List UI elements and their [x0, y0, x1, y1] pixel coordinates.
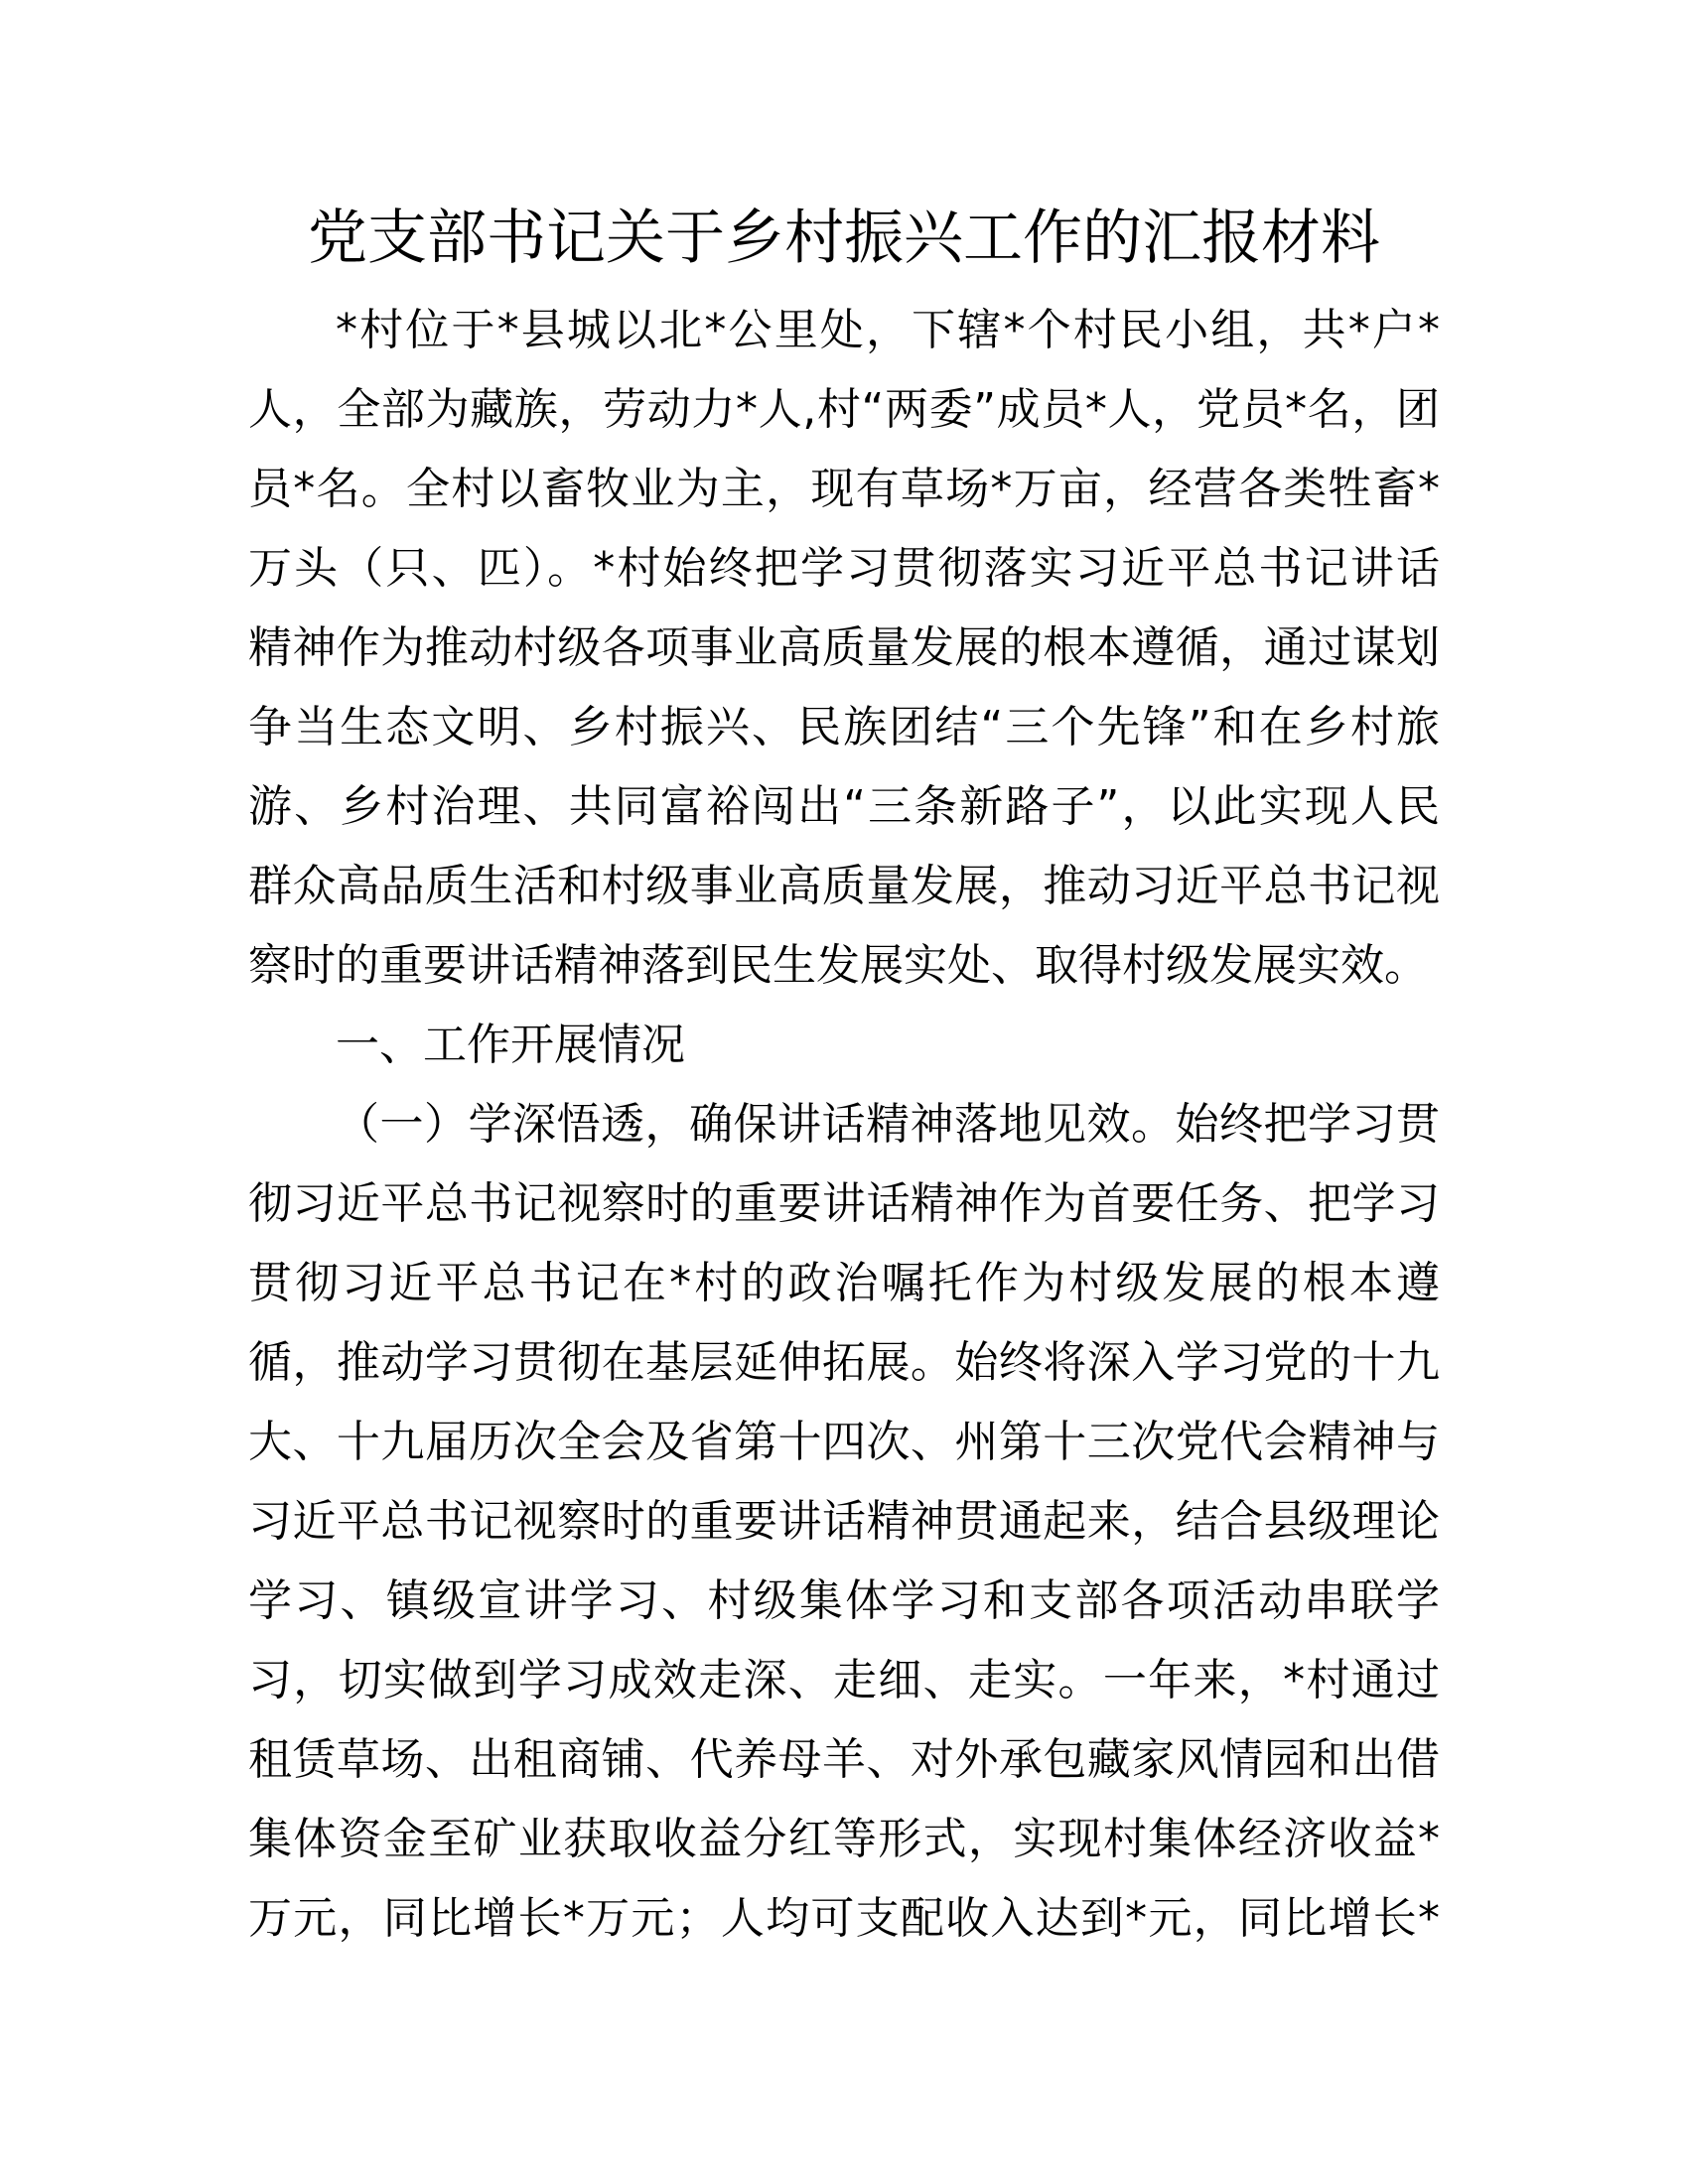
- text-line: 循，推动学习贯彻在基层延伸拓展。始终将深入学习党的十九: [248, 1337, 1440, 1388]
- text-line: 彻习近平总书记视察时的重要讲话精神作为首要任务、把学习: [248, 1178, 1440, 1229]
- text-line: *村位于*县城以北*公里处，下辖*个村民小组，共*户*: [336, 305, 1440, 355]
- text-line: 精神作为推动村级各项事业高质量发展的根本遵循，通过谋划: [248, 622, 1440, 673]
- text-line: 学习、镇级宣讲学习、村级集体学习和支部各项活动串联学: [248, 1575, 1440, 1626]
- text-line: 大、十九届历次全会及省第十四次、州第十三次党代会精神与: [248, 1417, 1440, 1467]
- section-heading: 一、工作开展情况: [336, 1020, 685, 1070]
- text-line: 习近平总书记视察时的重要讲话精神贯通起来，结合县级理论: [248, 1496, 1440, 1547]
- text-line: （一）学深悟透，确保讲话精神落地见效。始终把学习贯: [336, 1099, 1440, 1150]
- paragraph-intro: [248, 291, 1440, 1006]
- text-line: 集体资金至矿业获取收益分红等形式，实现村集体经济收益*: [248, 1814, 1440, 1864]
- text-line: 游、乡村治理、共同富裕闯出“三条新路子”，以此实现人民: [248, 781, 1440, 832]
- document-title: 党支部书记关于乡村振兴工作的汇报材料: [308, 204, 1380, 273]
- text-line: 争当生态文明、乡村振兴、民族团结“三个先锋”和在乡村旅: [248, 702, 1440, 752]
- document-body: [248, 291, 1440, 1959]
- text-line: 贯彻习近平总书记在*村的政治嘱托作为村级发展的根本遵: [248, 1258, 1440, 1308]
- text-line: 万元，同比增长*万元；人均可支配收入达到*元，同比增长*: [248, 1893, 1440, 1944]
- text-line: 群众高品质生活和村级事业高质量发展，推动习近平总书记视: [248, 861, 1440, 911]
- text-line: 万头（只、匹）。*村始终把学习贯彻落实习近平总书记讲话: [248, 543, 1440, 594]
- text-line: 习，切实做到学习成效走深、走细、走实。一年来，*村通过: [248, 1655, 1440, 1706]
- text-line: 租赁草场、出租商铺、代养母羊、对外承包藏家风情园和出借: [248, 1734, 1440, 1785]
- text-line: 人，全部为藏族，劳动力*人,村“两委”成员*人，党员*名，团: [248, 384, 1440, 435]
- text-line: 察时的重要讲话精神落到民生发展实处、取得村级发展实效。: [248, 940, 1428, 991]
- paragraph-section-1: [248, 1085, 1440, 1959]
- text-line: 员*名。全村以畜牧业为主，现有草场*万亩，经营各类牲畜*: [248, 464, 1440, 514]
